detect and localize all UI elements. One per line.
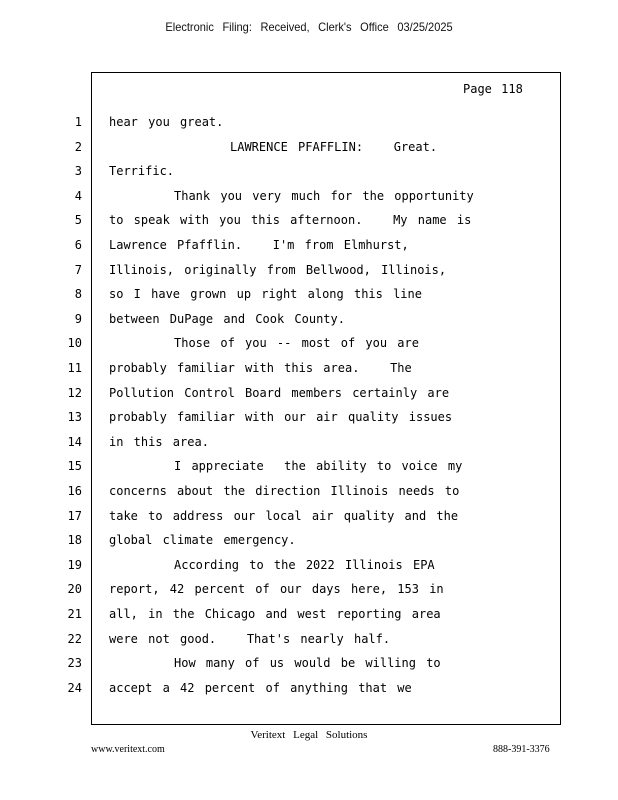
line-text: take to address our local air quality and the [109, 508, 459, 523]
line-number: 2 [74, 139, 82, 154]
line-number: 20 [67, 582, 82, 597]
line-number: 8 [74, 287, 82, 302]
line-text: hear you great. [109, 115, 224, 129]
filing-stamp-header: Electronic Filing: Received, Clerk's Office 03/25/2025 [165, 20, 453, 34]
line-text: all, in the Chicago and west reporting area [109, 607, 441, 621]
line-text: Terrific. [109, 164, 175, 179]
line-number: 15 [67, 459, 82, 474]
line-number: 12 [67, 385, 82, 400]
line-number: 14 [67, 434, 82, 449]
line-number: 11 [67, 361, 82, 375]
line-text: probably familiar with this area. The [109, 361, 412, 375]
line-text: report, 42 percent of our days here, 153 in [109, 582, 444, 597]
line-text: so I have grown up right along this line [109, 287, 422, 302]
line-text: Those of you -- most of you are [174, 336, 419, 351]
line-number: 7 [74, 262, 82, 277]
line-text: probably familiar with our air quality issues [109, 410, 453, 425]
line-text: were not good. That's nearly half. [109, 631, 391, 646]
line-number: 5 [74, 213, 82, 228]
line-number: 17 [67, 508, 82, 523]
line-text: According to the 2022 Illinois EPA [174, 557, 435, 572]
line-number: 6 [74, 238, 82, 252]
line-text: accept a 42 percent of anything that we [109, 680, 412, 695]
line-text: concerns about the direction Illinois needs to [109, 484, 460, 498]
line-number: 24 [67, 680, 82, 695]
line-number: 18 [67, 533, 82, 548]
line-number: 1 [74, 115, 82, 129]
line-text: Lawrence Pfafflin. I'm from Elmhurst, [109, 238, 409, 252]
line-number: 3 [74, 164, 82, 179]
line-text: Pollution Control Board members certainly are [109, 385, 450, 400]
line-number: 19 [67, 557, 82, 572]
footer-phone: 888-391-3376 [493, 744, 550, 755]
line-text: global climate emergency. [109, 533, 296, 548]
line-text: to speak with you this afternoon. My name is [109, 213, 472, 228]
line-number: 9 [74, 311, 82, 326]
line-number: 13 [67, 410, 82, 425]
line-text: Thank you very much for the opportunity [174, 188, 474, 203]
line-text: LAWRENCE PFAFFLIN: Great. [230, 139, 438, 154]
line-text: I appreciate the ability to voice my [174, 459, 463, 474]
line-number: 4 [74, 188, 82, 203]
line-number: 23 [67, 656, 82, 671]
line-number: 21 [67, 607, 82, 621]
line-text: between DuPage and Cook County. [109, 311, 345, 326]
footer-company: Veritext Legal Solutions [250, 729, 368, 741]
line-text: Illinois, originally from Bellwood, Illinois, [109, 262, 447, 277]
footer-website: www.veritext.com [91, 744, 165, 755]
page-number: Page 118 [463, 82, 523, 96]
line-number: 10 [67, 336, 82, 351]
line-number: 22 [67, 631, 82, 646]
line-text: in this area. [109, 434, 209, 449]
line-text: How many of us would be willing to [174, 656, 441, 671]
line-number: 16 [67, 484, 82, 498]
